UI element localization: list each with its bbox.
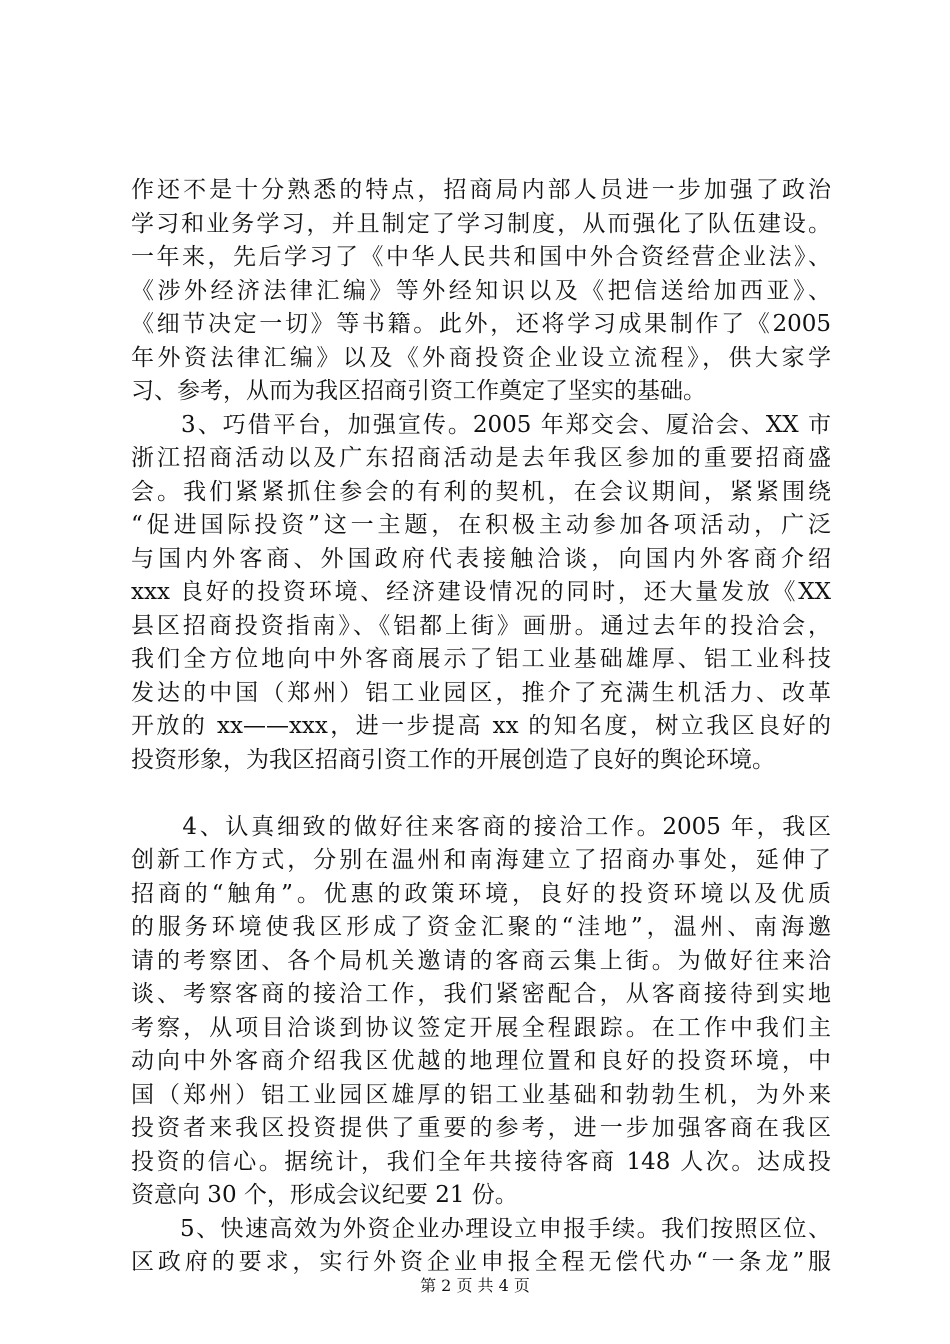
page-number-footer: 第 2 页 共 4 页 (420, 1276, 530, 1295)
text-line: 5、快速高效为外资企业办理设立申报手续。我们按照区位、 (131, 1215, 831, 1242)
text-line: 作还不是十分熟悉的特点，招商局内部人员进一步加强了政治 (131, 177, 831, 203)
text-line: 投资者来我区投资提供了重要的参考，进一步加强客商在我区 (131, 1115, 831, 1141)
text-line: 资意向 30 个，形成会议纪要 21 份。 (131, 1182, 518, 1208)
text-line: 与国内外客商、外国政府代表接触洽谈，向国内外客商介绍 (131, 545, 831, 572)
text-line: 动向中外客商介绍我区优越的地理位置和良好的投资环境，中 (131, 1048, 831, 1074)
text-line: 考察，从项目洽谈到协议签定开展全程跟踪。在工作中我们主 (131, 1014, 831, 1041)
text-line: 习、参考，从而为我区招商引资工作奠定了坚实的基础。 (131, 378, 706, 404)
paragraph-reception (131, 811, 831, 1213)
text-line: 浙江招商活动以及广东招商活动是去年我区参加的重要招商盛 (131, 445, 831, 471)
text-line: 我们全方位地向中外客商展示了铝工业基础雄厚、铝工业科技 (131, 646, 831, 672)
paragraph-registration (131, 1213, 831, 1280)
text-line: 学习和业务学习，并且制定了学习制度，从而强化了队伍建设。 (131, 210, 831, 237)
paragraph-study (131, 174, 831, 409)
text-line: 年外资法律汇编》以及《外商投资企业设立流程》，供大家学 (131, 344, 831, 371)
text-line: 的服务环境使我区形成了资金汇聚的“洼地”，温州、南海邀 (131, 914, 831, 940)
text-line: 创新工作方式，分别在温州和南海建立了招商办事处，延伸了 (131, 847, 831, 873)
paragraph-promotion (131, 409, 831, 778)
text-line: 投资形象，为我区招商引资工作的开展创造了良好的舆论环境。 (131, 746, 775, 773)
text-line: 《细节决定一切》等书籍。此外，还将学习成果制作了《2005 (131, 311, 831, 337)
text-line: 投资的信心。据统计，我们全年共接待客商 148 人次。达成投 (131, 1148, 831, 1175)
text-line: 请的考察团、各个局机关邀请的客商云集上街。为做好往来洽 (131, 947, 831, 974)
text-line: 4、认真细致的做好往来客商的接洽工作。2005 年，我区 (131, 813, 831, 840)
text-line: 区政府的要求，实行外资企业申报全程无偿代办“一条龙”服 (131, 1249, 831, 1275)
text-line: 一年来，先后学习了《中华人民共和国中外合资经营企业法》、 (131, 244, 831, 270)
text-line: xxx 良好的投资环境、经济建设情况的同时，还大量发放《XX (131, 579, 831, 605)
text-line: 谈、考察客商的接洽工作，我们紧密配合，从客商接待到实地 (131, 981, 831, 1007)
text-line: 县区招商投资指南》、《铝都上街》画册。通过去年的投洽会， (131, 612, 831, 639)
document-body (131, 174, 831, 1280)
text-line: 开放的 xx——xxx，进一步提高 xx 的知名度，树立我区良好的 (131, 713, 831, 739)
text-line: 招商的“触角”。优惠的政策环境，良好的投资环境以及优质 (131, 880, 831, 907)
text-line: 3、巧借平台，加强宣传。2005 年郑交会、厦洽会、XX 市 (131, 411, 831, 438)
text-line: 国（郑州）铝工业园区雄厚的铝工业基础和勃勃生机，为外来 (131, 1081, 831, 1108)
text-line: 会。我们紧紧抓住参会的有利的契机，在会议期间，紧紧围绕 (131, 478, 831, 505)
text-line: 《涉外经济法律汇编》等外经知识以及《把信送给加西亚》、 (131, 277, 831, 304)
paragraph-spacer (131, 777, 831, 811)
text-line: “促进国际投资”这一主题，在积极主动参加各项活动，广泛 (131, 512, 831, 538)
text-line: 发达的中国（郑州）铝工业园区，推介了充满生机活力、改革 (131, 679, 831, 706)
